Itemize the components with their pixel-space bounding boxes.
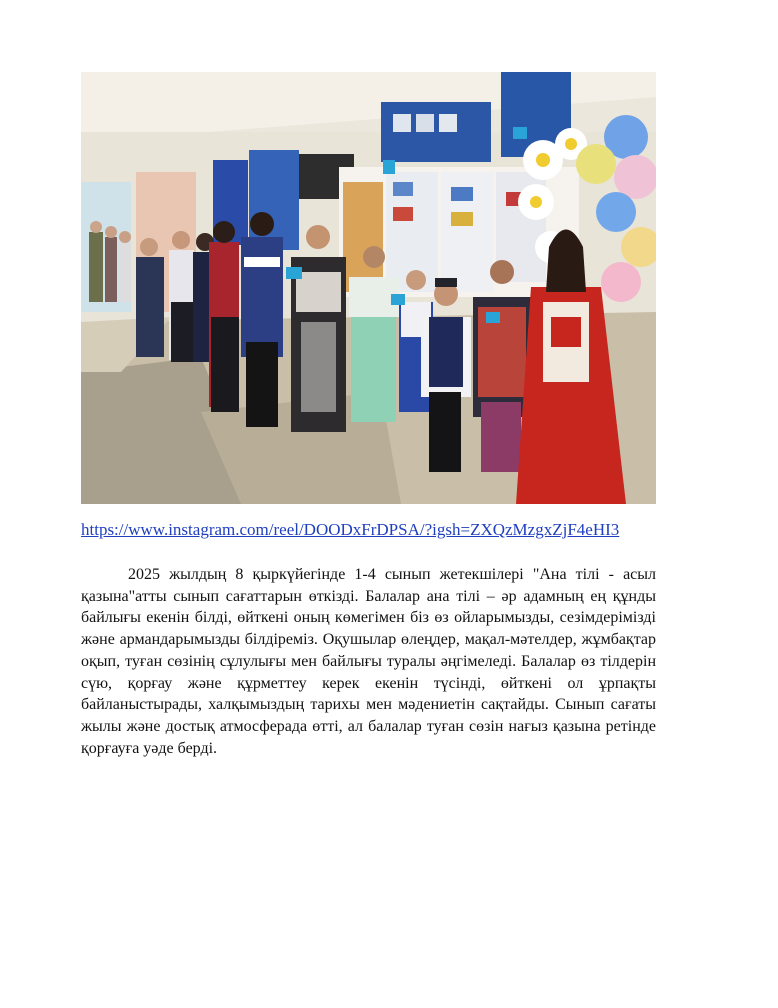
event-photo [81, 72, 656, 504]
instagram-link[interactable]: https://www.instagram.com/reel/DOODxFrDPSA/?igsh=ZXQzMzgxZjF4eHI3 [81, 520, 620, 539]
event-description: 2025 жылдың 8 қыркүйегінде 1-4 сынып жетекшілері "Ана тілі - асыл қазына"атты сынып сағаттарын өткізді. Балалар ана тілі – әр адамның ең құнды байлығы екенін білді, өйткені оның көмегімен біз өз ойларымызды, сезімдерімізді және армандарымызды білдіреміз. Оқушылар өлеңдер, мақал-мәтелдер, жұмбақтар оқып, туған сөзінің сұлулығы мен байлығы туралы әңгімеледі. Балалар өз тілдерін сүю, қорғау және құрметтеу керек екенін түсінді, өйткені ол ұрпақты байланыстырады, халқымыздың тарихы мен мәдениетін сақтайды. Сынып сағаты жылы және достық атмосферада өтті, ал балалар туған сөзін нағыз қазына ретінде қорғауға уәде берді. [81, 566, 656, 757]
event-photo-illustration [81, 72, 656, 504]
